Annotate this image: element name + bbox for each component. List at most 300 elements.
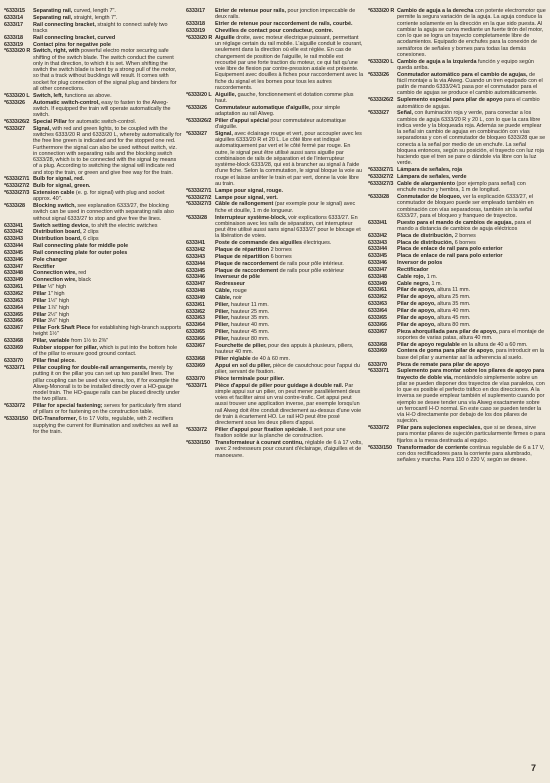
article-text: hauteur 40 mm. xyxy=(229,322,270,329)
article-title: Contera de goma para pilar de apoyo xyxy=(397,348,493,355)
article-number: 6333/49 xyxy=(4,277,23,284)
article-description xyxy=(215,322,364,328)
article-number: 6333/43 xyxy=(186,253,205,260)
article-text: continua regulable de 6 a 17 V, con dos rectificadores para la corriente para alumbrado, señales y marcha. Para 110 ó 220 V, según se desee. xyxy=(397,444,545,464)
article-title: Signal, xyxy=(33,125,51,132)
article-description xyxy=(33,257,182,263)
article-text: black xyxy=(76,277,92,284)
article-text: (par exemple pour le signal) avec fiche et douille, 1 m de longueur. xyxy=(215,201,356,214)
article-description xyxy=(397,174,546,180)
article-text: 2 clips xyxy=(81,229,99,236)
catalog-entry xyxy=(4,183,182,189)
article-title: Plaque de raccordement xyxy=(215,267,279,274)
catalog-entry xyxy=(4,100,182,119)
article-text: 3½" high xyxy=(46,318,70,325)
article-title: Pilar de apoyo, xyxy=(397,294,436,301)
catalog-entry xyxy=(4,15,182,21)
article-description xyxy=(397,315,546,321)
article-number: 6333/19 xyxy=(186,27,205,34)
article-description xyxy=(215,240,364,246)
catalog-entry xyxy=(186,131,364,187)
catalog-entry xyxy=(4,35,182,41)
catalog-entry xyxy=(4,22,182,35)
catalog-entry xyxy=(368,59,546,72)
article-description xyxy=(397,72,546,97)
article-number: *6333/72 xyxy=(368,425,389,432)
article-title: Aiguille xyxy=(215,34,235,41)
article-number: 6333/70 xyxy=(4,358,23,365)
article-title: Pilier, xyxy=(215,335,230,342)
article-description xyxy=(33,203,182,222)
article-number: *6333/20 R xyxy=(368,8,395,14)
article-number: 6333/47 xyxy=(186,281,205,288)
article-text: réglable de 6 à 17 volts, avec 2 redresseurs pour courant d'éclairage, d'aiguilles et de manoeuvre. xyxy=(215,440,363,459)
catalog-entry xyxy=(186,329,364,335)
article-description xyxy=(215,376,364,382)
article-text: Par simple appui sur un pilier, on peut mener parallèlement deux voies et faciliter ainsi un vrai contre-trafic. Cet appui peut aussi trouver une application inverse, par exemple lorsqu'un rail Alweg doit être conduit directement au-dessus d'une voie de train à écartement HO. Le rail HO peut être posé directement sous les deux piliers d'appui. xyxy=(215,382,362,427)
article-title: Pillar, variable xyxy=(33,338,70,345)
article-text: voir explications 6333/27. En combinaison avec les rails de séparation, cet interrupteur peut être utilisé aussi sans signal 6333/27 pour le blocage et la libération de voies. xyxy=(215,214,361,240)
article-text: de rails pour pôle intérieur. xyxy=(278,260,344,267)
catalog-entry xyxy=(186,118,364,131)
catalog-entry xyxy=(186,261,364,267)
article-title: Pillar xyxy=(33,304,47,311)
article-number: *6333/27/2 xyxy=(368,174,394,181)
article-number: 6333/63 xyxy=(368,301,387,308)
article-number: 6333/67 xyxy=(4,325,23,332)
article-number: 6333/41 xyxy=(368,219,387,226)
article-title: Pilar de apoyo, xyxy=(397,301,436,308)
catalog-entry xyxy=(368,220,546,233)
article-text: para el montaje de soportes de varias patas, altura 40 mm. xyxy=(397,328,545,341)
article-text: with red and green lights, to be coupled with the switches 6333/20 R and 6333/20 L, whereby automatically for the free line green is indicated and for the stopped one red. Furthermore the signal can also be used without switch, viz. in connection with separating rails and the blocking switch 6333/28, which is to be connected with the signal by means of a plug. According to switching the signal will indicate red and stop the train, or green and give free way for the train. xyxy=(33,125,182,176)
article-title: Rail connecting plate for outer poles xyxy=(33,249,128,256)
article-description xyxy=(397,260,546,266)
article-number: 6333/17 xyxy=(186,8,205,14)
article-description xyxy=(33,284,182,290)
article-number: 6333/68 xyxy=(186,355,205,362)
article-number: *6333/150 xyxy=(186,440,210,447)
catalog-entry xyxy=(186,35,364,91)
article-title: Rectificador xyxy=(397,266,429,273)
article-text: 6 to 17 Volts, regulable, with 2 rectifiers supplying the current for illumination and switches as well as for the train. xyxy=(33,416,179,435)
article-number: 6333/18 xyxy=(186,21,205,28)
catalog-entry xyxy=(4,416,182,435)
article-text: Il sert pour une fixation solide sur la planche de construction. xyxy=(215,427,346,440)
article-text: 2½" high xyxy=(46,311,70,318)
article-number: 6333/44 xyxy=(4,243,23,250)
catalog-entry xyxy=(4,190,182,203)
article-title: Etrier de retenue pour raccordement de rails, courbé. xyxy=(215,21,353,28)
catalog-entry xyxy=(368,294,546,300)
article-text: gauche, fonctionnement et dotation comme plus haut. xyxy=(215,91,354,104)
article-description xyxy=(33,298,182,304)
article-text: hauteur 11 mm. xyxy=(229,301,269,308)
article-text: (por ejemplo para señal) con enchufe macho y hembra, 1 m de longitud. xyxy=(397,180,526,194)
article-number: *6333/26 xyxy=(368,71,389,78)
article-title: Pilar de apoyo, xyxy=(397,287,436,294)
article-description xyxy=(397,233,546,239)
catalog-entry xyxy=(186,105,364,118)
article-text: for automatic switch-control. xyxy=(66,119,137,125)
article-description xyxy=(215,188,364,194)
article-number: *6333/26 xyxy=(4,99,25,106)
article-title: Pilier, xyxy=(215,315,230,322)
catalog-entry xyxy=(4,48,182,92)
article-description xyxy=(33,325,182,338)
catalog-entry xyxy=(186,215,364,240)
article-text: red xyxy=(76,270,87,277)
article-description xyxy=(215,309,364,315)
catalog-entry xyxy=(368,8,546,58)
article-text: , para introducir en la base del pilar y aumentar así la adherencia al suelo. xyxy=(397,348,544,361)
article-description xyxy=(33,190,182,203)
catalog-entry xyxy=(368,315,546,321)
catalog-entry xyxy=(186,201,364,214)
article-text: altura 11 mm. xyxy=(435,287,471,294)
article-number: *6333/26/2 xyxy=(4,119,30,125)
article-title: Placa de enlace de rail para polo exterior xyxy=(397,246,503,253)
article-title: Automatic switch-control, xyxy=(33,99,100,106)
article-title: Connection wire, xyxy=(33,270,77,277)
catalog-entry xyxy=(186,336,364,342)
article-description xyxy=(33,318,182,324)
article-number: 6333/42 xyxy=(368,232,387,239)
catalog-entry xyxy=(368,287,546,293)
catalog-entry xyxy=(186,376,364,382)
article-description xyxy=(33,119,182,125)
article-title: Switch, left, xyxy=(33,92,64,99)
article-text: easy to fasten to the Alweg-switch. If equipped the train will operate automatically the switch. xyxy=(33,99,171,119)
article-title: Pilier réglable xyxy=(215,355,251,362)
article-number: *6333/27/2 xyxy=(4,183,30,190)
article-text: avec éclairage rouge et vert, pour accoupler avec les aiguilles 6333/20 R et 20 L. Le côté libre est indiqué automatiquement par vert et le côté fermé par rouge. En outre, le signal peut être utilisé aussi sans aiguille par combinaison de rails de séparation et de l'interrupteur système-block 6333/28, qui est à brancher au signal à l'aide d'une fiche. Selon la commutation, le signal bloque la voie au rouge et laisse arrêter le train et par vert, donne la voie libre au train. xyxy=(215,130,363,187)
article-description xyxy=(397,445,546,464)
article-number: *6333/150 xyxy=(4,416,28,423)
article-text: 6 clips xyxy=(81,236,99,243)
article-number: *6333/27 xyxy=(4,125,25,132)
article-number: 6333/68 xyxy=(4,338,23,345)
article-text: pour commutateur automatique d'aiguille. xyxy=(215,117,346,131)
article-number: 6333/17 xyxy=(4,21,23,28)
catalog-entry xyxy=(368,368,546,424)
article-description xyxy=(33,250,182,256)
column-french xyxy=(186,8,364,459)
article-description xyxy=(33,403,182,416)
article-description xyxy=(397,348,546,361)
article-title: Bulb for signal, red. xyxy=(33,176,85,183)
article-description xyxy=(397,322,546,328)
catalog-entry xyxy=(368,167,546,173)
article-number: *6333/20 L xyxy=(368,58,394,65)
article-number: 6333/61 xyxy=(186,301,205,308)
catalog-entry xyxy=(4,8,182,14)
article-description xyxy=(215,105,364,118)
article-number: 6333/65 xyxy=(186,329,205,336)
catalog-entry xyxy=(4,42,182,48)
article-description xyxy=(397,342,546,348)
catalog-entry xyxy=(368,260,546,266)
article-number: 6333/44 xyxy=(368,246,387,253)
article-text: 2 bornes xyxy=(453,232,476,239)
catalog-entry xyxy=(368,329,546,342)
catalog-entry xyxy=(186,21,364,27)
catalog-entry xyxy=(186,363,364,376)
article-text: en la altura de 40 a 60 mm. xyxy=(459,341,528,348)
article-description xyxy=(215,329,364,335)
catalog-entry xyxy=(186,295,364,301)
article-description xyxy=(215,35,364,91)
article-text: para el mando a distancia de cambios de aguja eléctricos xyxy=(397,219,532,232)
catalog-entry xyxy=(368,362,546,368)
catalog-entry xyxy=(4,358,182,364)
article-description xyxy=(215,356,364,362)
article-title: Contact pins for negative pole xyxy=(33,41,111,48)
catalog-entry xyxy=(4,312,182,318)
catalog-entry xyxy=(368,342,546,348)
article-number: *6333/27/3 xyxy=(186,201,212,208)
article-number: 6333/45 xyxy=(186,267,205,274)
catalog-entry xyxy=(4,338,182,344)
article-number: *6333/28 xyxy=(186,214,207,221)
column-english xyxy=(4,8,182,436)
article-number: *6333/27 xyxy=(186,130,207,137)
article-description xyxy=(215,268,364,274)
article-title: Lampe pour signal, rouge. xyxy=(215,187,283,194)
catalog-entry xyxy=(186,274,364,280)
article-text: rouge xyxy=(231,288,247,295)
article-text: ½" high xyxy=(46,284,67,291)
catalog-entry xyxy=(4,345,182,358)
article-number: 6333/65 xyxy=(4,311,23,318)
article-title: Pillar coupling for double-rail arrangements, xyxy=(33,365,148,372)
article-description xyxy=(397,240,546,246)
article-title: Connection wire, xyxy=(33,277,77,284)
article-text: powerful electro motor securing safe shifting of the switch blade. The switch conduct the current only in that direction, to which it is set. When shifting the switch the switch blade is bent by a strong pull of the motor, so that a track without bucklings will result. It comes with socket for plug connection of the signal plug and binders for all other connections. xyxy=(33,48,177,92)
catalog-entry xyxy=(186,92,364,105)
article-number: 6333/61 xyxy=(4,284,23,291)
article-text: noir xyxy=(231,294,242,301)
catalog-entry xyxy=(186,356,364,362)
catalog-entry xyxy=(186,322,364,328)
article-number: 6333/47 xyxy=(368,266,387,273)
article-title: Conmutador automático para el cambio de agujas, xyxy=(397,71,528,78)
article-number: 6333/44 xyxy=(186,260,205,267)
article-description xyxy=(397,167,546,173)
article-title: Signal, xyxy=(215,130,233,137)
article-number: 6333/62 xyxy=(4,291,23,297)
catalog-entry xyxy=(4,264,182,270)
article-text: altura 25 mm. xyxy=(435,294,471,301)
article-description xyxy=(215,302,364,308)
catalog-entry xyxy=(186,8,364,21)
article-number: 6333/48 xyxy=(186,288,205,295)
catalog-entry xyxy=(4,236,182,242)
article-text: see explanation 6333/27, the blocking switch can be used in connection with separating rails also without signal 6333/27 to stop and give free the lines. xyxy=(33,203,174,222)
article-title: Chevilles de contact pour conducteur, contre. xyxy=(215,27,334,34)
article-title: Pieza de remate para pilar de apoyo xyxy=(397,361,490,368)
article-description xyxy=(397,220,546,233)
article-number: *6333/28 xyxy=(4,203,25,210)
article-number: 6333/70 xyxy=(186,375,205,382)
article-number: 6333/47 xyxy=(4,263,23,270)
catalog-entry xyxy=(4,277,182,283)
article-description xyxy=(33,48,182,92)
article-number: *6333/71 xyxy=(368,368,389,375)
article-number: 6333/64 xyxy=(368,307,387,314)
article-text: droite, avec moteur électrique puissant, permettant un réglage certain du rail mobile. L'aiguille conduit le courant, seulement dans la direction où elle est réglée. En cas de changement de position de l'aiguille, le rail mobile est recourbé par une forte traction du moteur, ce qui fait qu'une voie libre de flexion par contre-pression axiale est présente. Equipement avec douilles à fiches pour raccordement avec la fiche du signal et les bornes pour tous les autres raccordements. xyxy=(215,34,364,91)
article-description xyxy=(397,368,546,424)
article-title: Bulb for signal, green. xyxy=(33,183,91,190)
article-description xyxy=(215,343,364,356)
article-description xyxy=(33,338,182,344)
article-title: Plaque de répartition xyxy=(215,246,270,253)
article-description xyxy=(397,281,546,287)
article-description xyxy=(33,126,182,176)
article-number: 6333/19 xyxy=(4,41,23,48)
article-text: straight, length 7". xyxy=(72,14,118,21)
article-title: Extension cable xyxy=(33,190,75,197)
article-description xyxy=(397,194,546,219)
catalog-entry xyxy=(186,440,364,459)
article-text: altura 35 mm. xyxy=(435,301,471,308)
catalog-entry xyxy=(368,174,546,180)
article-description xyxy=(215,295,364,301)
article-description xyxy=(215,261,364,267)
catalog-entry xyxy=(4,403,182,416)
article-text: altura 40 mm. xyxy=(435,307,471,314)
article-text: from 1½ to 2⅜" xyxy=(69,338,109,345)
article-title: Fourchette de pilier, xyxy=(215,342,267,349)
article-title: Pilier, xyxy=(215,329,230,336)
article-text: hauteur 45 mm. xyxy=(229,329,270,336)
article-text: 6 bornes xyxy=(269,253,292,260)
article-description xyxy=(397,246,546,252)
article-title: Pilier d'appui spécial xyxy=(215,117,269,124)
article-title: Pole changer xyxy=(33,256,68,263)
article-number: 6333/70 xyxy=(368,361,387,368)
article-description xyxy=(397,274,546,280)
article-description xyxy=(33,22,182,35)
article-text: ver la explicación 6333/27, el conmutador de bloqueo puede ser empleado también en combinación con vías separadoras, también sin la señal 6333/27, para el bloqueo y franqueo de trayectos. xyxy=(397,194,534,219)
article-title: Interrupteur système-block, xyxy=(215,214,287,221)
article-title: Pilier d'appui pour fixation spéciale. xyxy=(215,427,308,433)
article-description xyxy=(215,215,364,240)
catalog-entry xyxy=(368,301,546,307)
catalog-entry xyxy=(368,322,546,328)
article-title: Rail connecting bracket, xyxy=(33,21,96,28)
article-title: Blocking switch, xyxy=(33,203,76,210)
article-number: 6333/64 xyxy=(186,322,205,329)
article-title: Inversor de polos xyxy=(397,260,443,267)
article-title: Aiguille, xyxy=(215,91,237,98)
article-text: montándolo simplemente sobre un pilar se pueden disponer dos trayectos de vías paralelos, con lo que es posible el perfecto tráfico en dos direcciones. A la inversa se puede emplear también el suplemento cuando por ejemplo se desee tender una vía Alweg exactamente sobre un ferrocarril H-O normal. En este caso se pueden tender la vía H-O directamente por debajo de los dos pilares de sujeción. xyxy=(397,374,545,425)
article-number: *6333/72 xyxy=(186,427,207,433)
article-title: Plaque de raccordement xyxy=(215,260,279,267)
article-text: para el cambio automático de agujas. xyxy=(397,97,540,110)
catalog-entry xyxy=(186,383,364,427)
article-title: Câble, xyxy=(215,288,232,295)
article-title: Appui en sol du pilier, xyxy=(215,362,272,369)
article-number: *6333/27/3 xyxy=(368,180,394,187)
catalog-entry xyxy=(4,284,182,290)
catalog-entry xyxy=(368,240,546,246)
article-number: 6333/46 xyxy=(368,260,387,267)
article-title: Poste de commande des aiguilles xyxy=(215,240,303,247)
article-title: Pillar for special fastening; xyxy=(33,403,103,410)
article-title: Pièce d'appui de pilier pour guidage à double rail. xyxy=(215,382,344,389)
article-title: Pilar para sujeciones especiales, xyxy=(397,425,482,432)
article-title: Cable rojo, xyxy=(397,273,426,280)
article-title: Transformateur à courant continu, xyxy=(215,440,304,447)
article-title: Pillar xyxy=(33,284,47,291)
article-title: Placa de distribución, xyxy=(397,239,454,246)
article-title: Pilar de apoyo, xyxy=(397,314,436,321)
catalog-entry xyxy=(4,126,182,176)
catalog-entry xyxy=(186,28,364,34)
article-title: Lámpara de señales, verde xyxy=(397,174,467,181)
article-number: *6333/20 L xyxy=(186,91,212,98)
article-number: 6333/45 xyxy=(368,253,387,260)
article-text: to shift the electric switches xyxy=(89,222,158,229)
article-title: Distribution board, xyxy=(33,236,82,243)
catalog-entry xyxy=(4,365,182,403)
article-description xyxy=(397,8,546,58)
article-description xyxy=(215,336,364,342)
article-description xyxy=(33,93,182,99)
article-title: Suplemento especial para pilar de apoyo xyxy=(397,97,503,104)
article-text: pièce de caoutchouc pour l'appui du pilier, servant de fixation. xyxy=(215,362,360,375)
article-title: Câble de rallongement xyxy=(215,201,274,208)
article-number: 6333/62 xyxy=(186,308,205,315)
article-title: Switch, right, with xyxy=(33,48,80,55)
article-description xyxy=(215,8,364,21)
article-text: straight to connect safely two tracks xyxy=(33,21,168,34)
article-title: Câble, xyxy=(215,294,232,301)
article-number: 6333/49 xyxy=(368,280,387,287)
article-number: 6333/41 xyxy=(186,240,205,247)
article-text: (e. g. for signal) with plug and socket approx. 40". xyxy=(33,190,165,203)
article-number: 6333/67 xyxy=(186,342,205,349)
article-number: 6333/62 xyxy=(368,294,387,301)
article-number: *6333/27/1 xyxy=(186,187,212,194)
catalog-entry xyxy=(4,291,182,297)
article-title: Puesto para el mando de cambios de agujas, xyxy=(397,219,514,226)
article-number: 6333/66 xyxy=(186,335,205,342)
article-title: Special Pillar xyxy=(33,119,67,125)
article-text: hauteur 25 mm. xyxy=(229,308,270,315)
column-spanish xyxy=(368,8,546,464)
article-title: Pilar de apoyo regulable xyxy=(397,341,460,348)
article-description xyxy=(215,201,364,214)
article-title: Pillar xyxy=(33,311,47,318)
article-description xyxy=(33,8,182,14)
article-description xyxy=(33,345,182,358)
article-description xyxy=(33,365,182,403)
catalog-entry xyxy=(368,246,546,252)
article-description xyxy=(397,425,546,444)
article-title: Commutateur automatique d'aiguille, xyxy=(215,104,311,111)
article-description xyxy=(215,92,364,105)
catalog-entry xyxy=(186,343,364,356)
article-description xyxy=(215,28,364,34)
article-title: Separating rail, xyxy=(33,8,73,14)
article-description xyxy=(215,131,364,187)
article-text: hauteur 35 mm. xyxy=(229,315,270,322)
article-number: 6333/69 xyxy=(186,362,205,369)
article-title: Rubber stopper for pillar, xyxy=(33,345,98,352)
article-title: Pillar xyxy=(33,297,47,304)
